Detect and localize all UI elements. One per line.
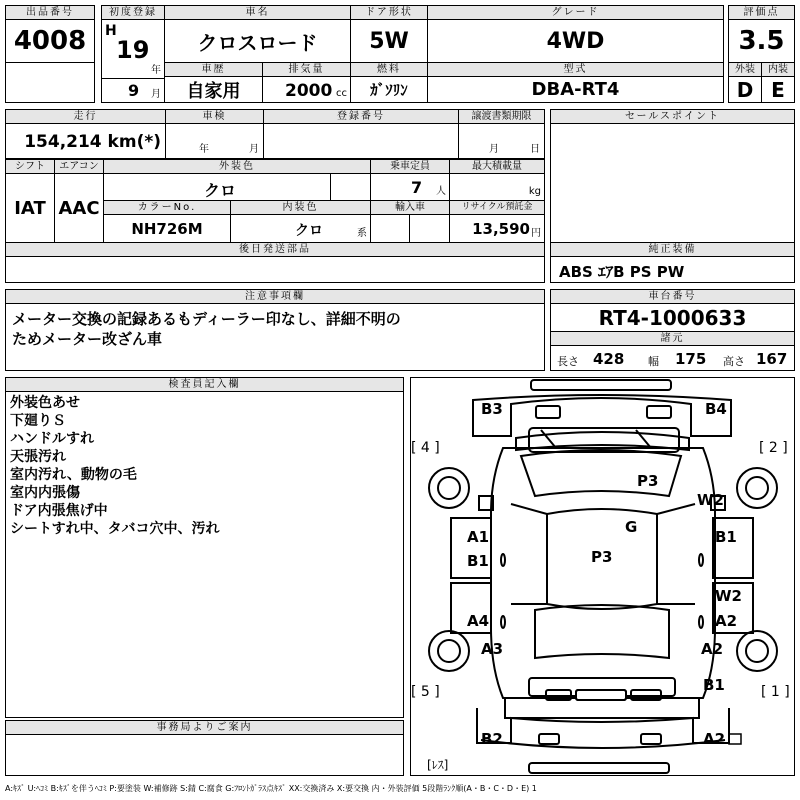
reg-no-label: 登録番号 (263, 109, 459, 124)
inspector-note: シートすれ中、タバコ穴中、汚れ (10, 521, 220, 537)
notes-area (5, 303, 545, 371)
insp-month-unit: 月 (249, 144, 259, 155)
wheel-5-label: [ 5 ] (411, 684, 440, 700)
fuel-label: 燃料 (350, 62, 428, 77)
ext-color-cell (103, 173, 331, 201)
int-color-label: 内装色 (230, 200, 371, 215)
sales-point-area (550, 123, 795, 243)
mileage-cell (5, 123, 166, 159)
max-load-cell (449, 173, 545, 201)
max-load-label: 最大積載量 (449, 159, 545, 174)
note-line-1: メーター交換の記録あるもディーラー印なし、詳細不明の (12, 310, 401, 328)
inspector-note: ドア内張焦げ中 (10, 503, 108, 519)
transfer-day-unit: 日 (530, 144, 540, 155)
wheel-2-label: [ 2 ] (759, 440, 788, 456)
interior-label: 内装 (761, 62, 795, 77)
inspection-cell (165, 123, 264, 159)
car-diagram (410, 377, 795, 776)
mark-p3-top: P3 (637, 472, 659, 490)
door-type: 5W (350, 19, 428, 63)
transfer-month-unit: 月 (489, 144, 499, 155)
inspector-note: 外装色あせ (10, 395, 80, 411)
transfer-label: 譲渡書類期限 (458, 109, 545, 124)
mark-w2-top: W2 (697, 491, 724, 509)
office-label: 事務局よりご案内 (5, 720, 404, 735)
transfer-cell (458, 123, 545, 159)
notes-label: 注意事項欄 (5, 289, 545, 304)
length: 428 (593, 350, 625, 368)
inspector-label: 検査員記入欄 (5, 377, 404, 392)
era: H (105, 23, 117, 39)
int-color-unit: 系 (357, 228, 367, 239)
shift-label: シフト (5, 159, 55, 174)
year-unit: 年 (151, 65, 161, 76)
capacity-unit: 人 (436, 186, 446, 197)
lot-no: 4008 (5, 19, 95, 63)
lot-blank (5, 62, 95, 103)
inspector-note: ハンドルすれ (10, 431, 94, 447)
score-label: 評価点 (728, 5, 795, 20)
inspection-label: 車検 (165, 109, 264, 124)
width-label: 幅 (648, 355, 659, 368)
note-line-2: ためメーター改ざん車 (12, 330, 163, 348)
history-label: 車歴 (164, 62, 263, 77)
height: 167 (756, 350, 788, 368)
import-label: 輸入車 (370, 200, 450, 215)
specs-cell (550, 345, 795, 371)
inspector-note: 室内汚れ、動物の毛 (10, 467, 137, 483)
genuine-equipment: ABS ｴｱB PS PW (559, 263, 685, 281)
first-reg-label: 初度登録 (101, 5, 165, 20)
ext-color-label: 外装色 (103, 159, 371, 174)
mark-b4: B4 (705, 400, 727, 418)
reg-year: 19 (116, 36, 150, 64)
lot-no-label: 出品番号 (5, 5, 95, 20)
int-color-cell (230, 214, 371, 243)
mileage: 154,214 km(*) (24, 132, 161, 152)
import-cell-a (370, 214, 410, 243)
score: 3.5 (728, 19, 795, 63)
mark-b1-right: B1 (715, 528, 737, 546)
yen-unit: 円 (531, 228, 541, 239)
reg-no-cell (263, 123, 459, 159)
specs-label: 諸元 (550, 331, 795, 346)
mileage-label: 走行 (5, 109, 166, 124)
import-cell-b (409, 214, 450, 243)
car-name-label: 車名 (164, 5, 351, 20)
displacement-cell (262, 76, 351, 103)
mark-a3: A3 (481, 640, 504, 658)
mark-a1: A1 (467, 528, 490, 546)
car-diagram-svg (411, 378, 794, 775)
ac: AAC (54, 173, 104, 243)
mark-b1-left: B1 (467, 552, 489, 570)
mark-b2: B2 (481, 730, 503, 748)
reg-month: 9 (128, 81, 140, 100)
mark-a2-low: A2 (701, 640, 724, 658)
insp-year-unit: 年 (199, 144, 209, 155)
inspector-area (5, 391, 404, 718)
mark-b3: B3 (481, 400, 503, 418)
chassis-no: RT4-1000633 (550, 303, 795, 332)
capacity-label: 乗車定員 (370, 159, 450, 174)
office-area (5, 734, 404, 776)
mark-a2-bottom: A2 (703, 730, 726, 748)
capacity: 7 (411, 178, 423, 197)
wheel-4-label: [ 4 ] (411, 440, 440, 456)
mark-a4: A4 (467, 612, 490, 630)
genuine-cell (550, 256, 795, 283)
chassis-label: 車台番号 (550, 289, 795, 304)
model: DBA-RT4 (427, 76, 724, 103)
mark-w2-mid: W2 (715, 587, 742, 605)
height-label: 高さ (723, 355, 745, 368)
grade: 4WD (427, 19, 724, 63)
recycle-cell (449, 214, 545, 243)
first-reg-month (101, 78, 165, 103)
exterior-grade: D (728, 76, 762, 103)
color-no-label: カラーNo. (103, 200, 231, 215)
inspector-note: 下廻りＳ (10, 413, 66, 429)
displacement: 2000 (285, 81, 333, 101)
capacity-cell (370, 173, 450, 201)
int-color: クロ (295, 223, 323, 239)
length-label: 長さ (557, 355, 579, 368)
genuine-label: 純正装備 (550, 242, 795, 257)
recycle: 13,590 (472, 220, 530, 238)
exterior-label: 外装 (728, 62, 762, 77)
mark-b1-low: B1 (703, 676, 725, 694)
mark-p3-mid: P3 (591, 548, 613, 566)
mark-a2-mid: A2 (715, 612, 738, 630)
ac-label: エアコン (54, 159, 104, 174)
later-parts-label: 後日発送部品 (5, 242, 545, 257)
inspector-note: 室内内張傷 (10, 485, 80, 501)
ext-color-extra (330, 173, 371, 201)
ext-color: クロ (204, 181, 237, 200)
first-reg-year (101, 19, 165, 79)
mark-g: G (625, 518, 638, 536)
month-unit: 月 (151, 89, 161, 100)
grade-label: グレード (427, 5, 724, 20)
wheel-1-label: [ 1 ] (761, 684, 790, 700)
spare-label: [ﾚｽ] (427, 758, 449, 772)
history: 自家用 (164, 76, 263, 103)
recycle-label: リサイクル預託金 (449, 200, 545, 215)
shift: IAT (5, 173, 55, 243)
fuel: ｶﾞｿﾘﾝ (350, 76, 428, 103)
car-name: クロスロード (164, 19, 351, 63)
inspector-note: 天張汚れ (10, 449, 66, 465)
width: 175 (675, 350, 707, 368)
color-no: NH726M (103, 214, 231, 243)
interior-grade: E (761, 76, 795, 103)
later-parts-area (5, 256, 545, 283)
cc-unit: cc (336, 88, 347, 99)
kg-unit: kg (528, 186, 541, 197)
model-label: 型式 (427, 62, 724, 77)
displacement-label: 排気量 (262, 62, 351, 77)
sales-point-label: セールスポイント (550, 109, 795, 124)
door-label: ドア形状 (350, 5, 428, 20)
legend: A:ｷｽﾞ U:ﾍｺﾐ B:ｷｽﾞを伴うﾍｺﾐ P:要塗装 W:補修跡 S:錆 C:腐食 G:ﾌﾛﾝﾄｶﾞﾗｽ点ｷｽﾞ XX:交換済み X:要交換 内・外装評価 5段階ﾗﾝｸ順(A・B・C・D・E) 1 (5, 784, 537, 793)
